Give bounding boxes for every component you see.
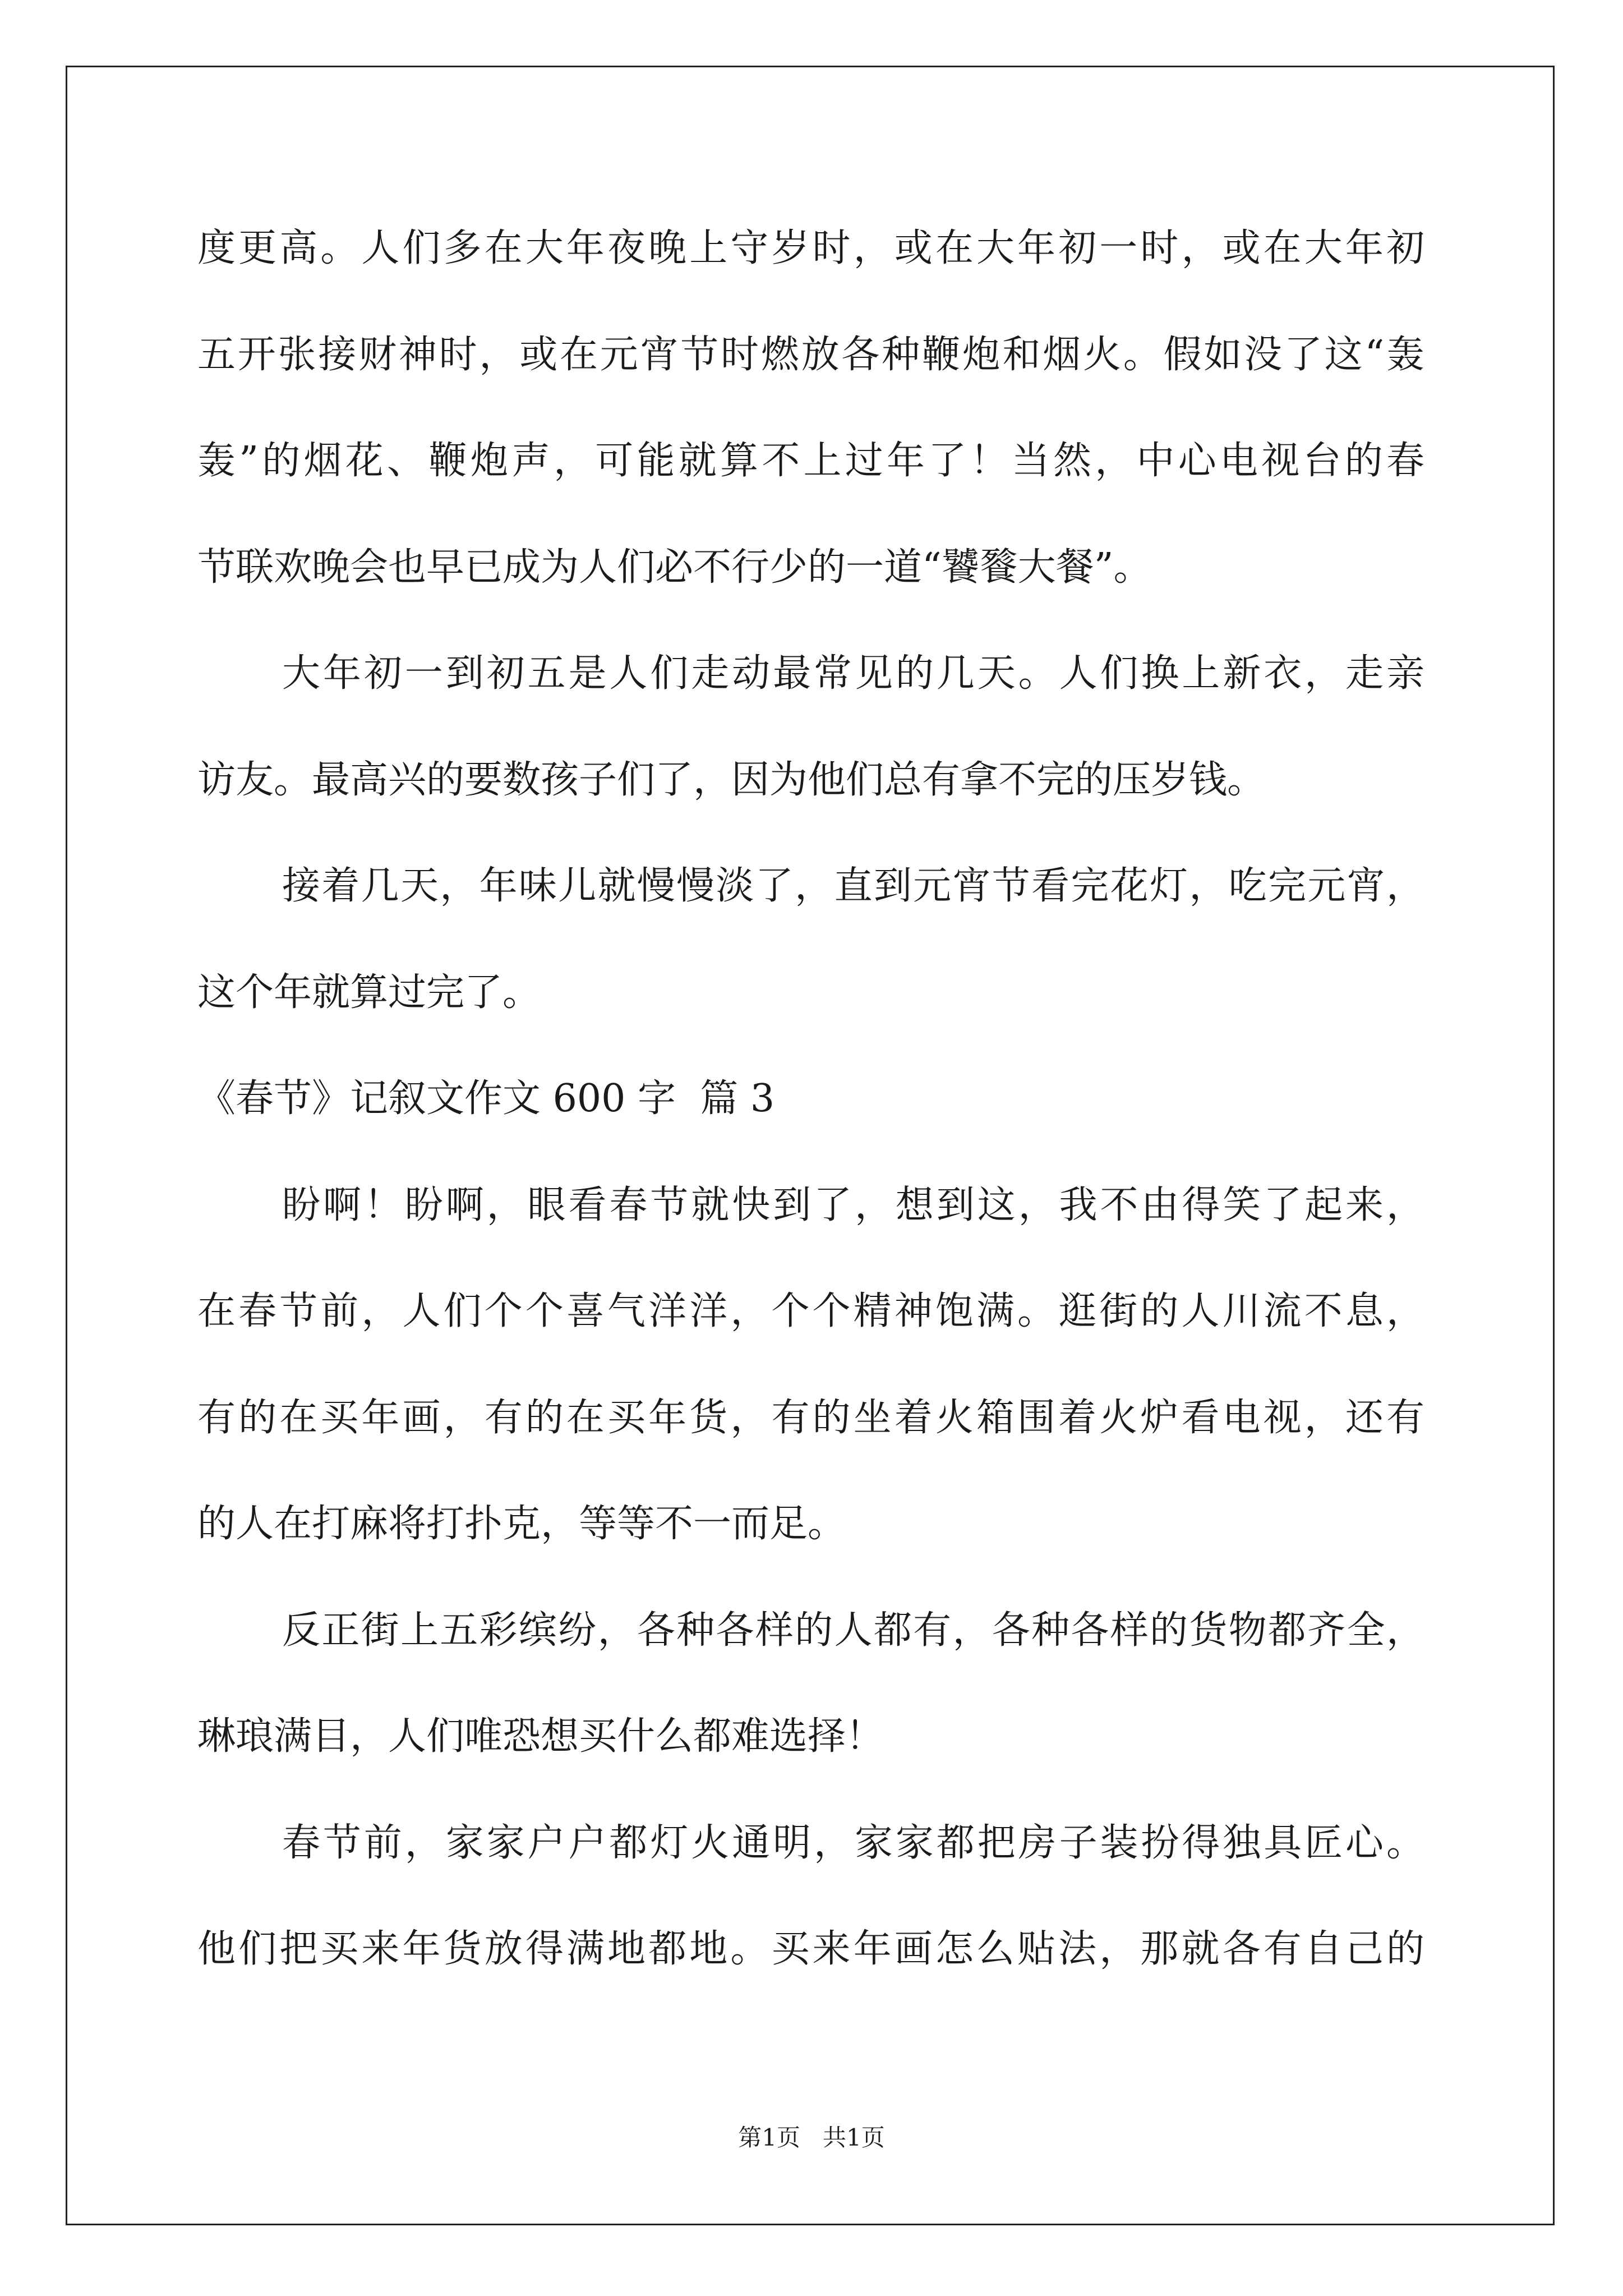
text-line: 琳琅满目，人们唯恐想买什么都难选择！ (197, 1714, 884, 1759)
text-line: 节联欢晚会也早已成为人们必不行少的一道“饕餮大餐”。 (197, 545, 1152, 590)
text-line: 他们把买来年货放得满地都地。买来年画怎么贴法，那就各有自己的 (197, 1927, 1424, 1971)
paragraph (197, 1577, 1424, 1790)
text-line: 大年初一到初五是人们走动最常见的几天。人们换上新衣，走亲 (282, 651, 1424, 696)
text-line: 的人在打麻将打扑克，等等不一而足。 (197, 1502, 846, 1546)
text-line: 轰”的烟花、鞭炮声，可能就算不上过年了！当然，中心电视台的春 (197, 439, 1424, 483)
text-line: 接着几天，年味儿就慢慢淡了，直到元宵节看完花灯，吃完元宵， (282, 864, 1424, 908)
text-line: 这个年就算过完了。 (197, 970, 541, 1015)
page-footer: 第1页 共1页 (738, 2124, 885, 2151)
paragraph (197, 620, 1424, 833)
paragraph (197, 195, 1424, 620)
text-line: 春节前，家家户户都灯火通明，家家都把房子装扮得独具匠心。 (282, 1820, 1424, 1865)
paragraph (197, 1152, 1424, 1577)
text-line: 访友。最高兴的要数孩子们了，因为他们总有拿不完的压岁钱。 (197, 757, 1266, 802)
paragraph (197, 1790, 1424, 2003)
document-body (197, 195, 1424, 2003)
text-line: 盼啊！盼啊，眼看春节就快到了，想到这，我不由得笑了起来， (282, 1182, 1424, 1227)
text-line: 反正街上五彩缤纷，各种各样的人都有，各种各样的货物都齐全， (282, 1608, 1424, 1653)
paragraph (197, 833, 1424, 1046)
section-heading: 《春节》记叙文作文 600 字 篇 3 (197, 1076, 775, 1121)
text-line: 度更高。人们多在大年夜晚上守岁时，或在大年初一时，或在大年初 (197, 226, 1424, 270)
text-line: 在春节前，人们个个喜气洋洋，个个精神饱满。逛街的人川流不息， (197, 1289, 1424, 1333)
text-line: 有的在买年画，有的在买年货，有的坐着火箱围着火炉看电视，还有 (197, 1395, 1424, 1440)
text-line: 五开张接财神时，或在元宵节时燃放各种鞭炮和烟火。假如没了这“轰 (197, 332, 1424, 377)
